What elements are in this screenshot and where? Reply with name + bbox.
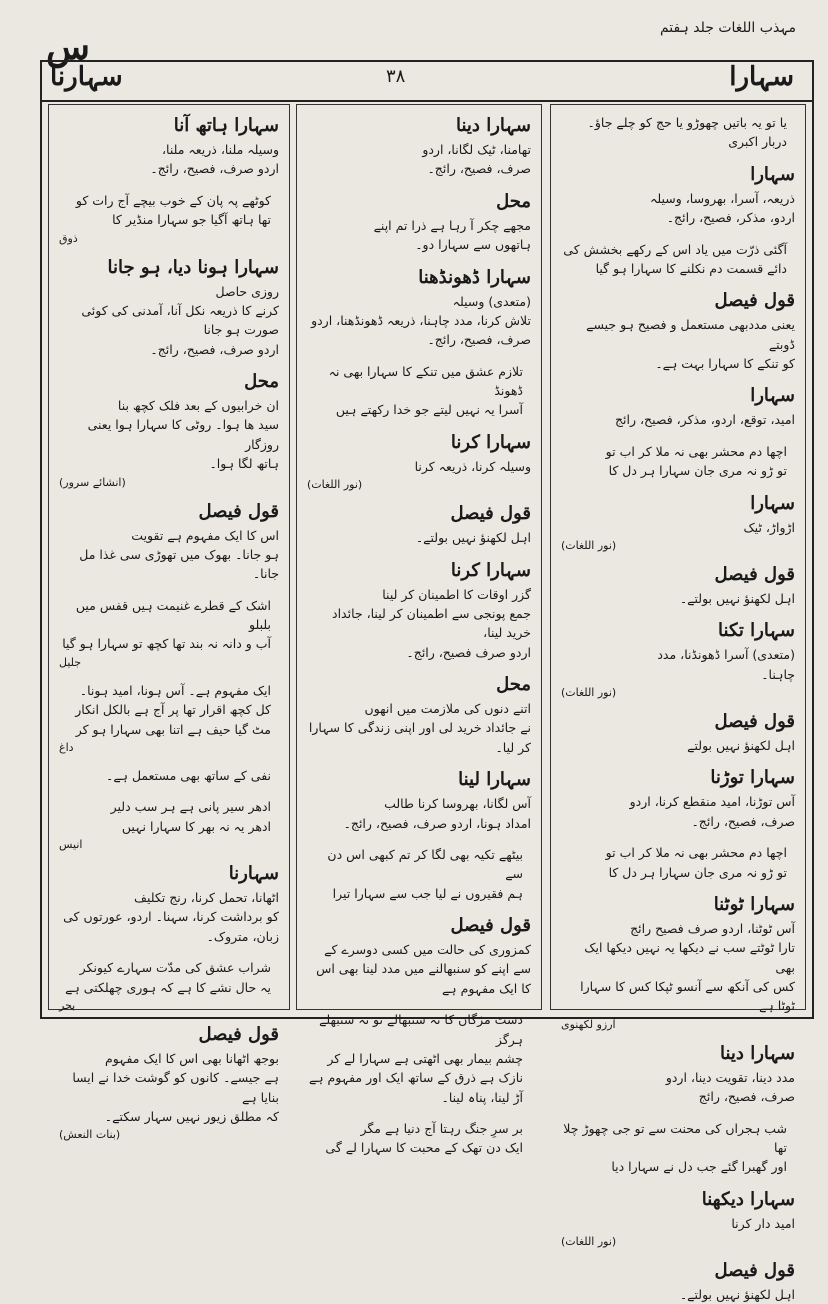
dictionary-entry	[561, 164, 795, 228]
entry-text-line: وسیلہ کرنا، ذریعہ کرنا	[414, 458, 531, 474]
entry-headword: محل	[496, 674, 531, 695]
dictionary-entry	[561, 240, 795, 279]
dictionary-entry	[561, 1189, 795, 1248]
entry-text-line: صرف، فصیح، رائج۔	[427, 161, 531, 177]
entry-text-line: ہاتھ لگا ہوا۔	[209, 456, 279, 472]
entry-source: جلیل	[59, 655, 82, 669]
entry-headword: سہارا دیکھنا	[701, 1188, 795, 1210]
entry-headword: سہارا	[750, 492, 795, 514]
entry-text-line: مدد دینا، تقویت دینا، اردو	[665, 1069, 795, 1085]
entry-text-line: امید، توقع، اردو، مذکر، فصیح، رائج	[614, 412, 795, 428]
dictionary-entry	[307, 560, 531, 663]
entry-headword: قول فیصل	[450, 915, 531, 936]
entry-text-line: سے اپنے کو سنبھالنے میں مدد لینا بھی اس کا ایک مفہوم ہے	[316, 961, 531, 996]
entry-text-line: امید دار کرنا	[731, 1215, 795, 1231]
entry-headword: سہارا لینا	[458, 769, 531, 791]
verse-line: اچھا دم محشر بھی نہ ملا کر اب تو	[605, 845, 787, 861]
dictionary-entry	[59, 257, 279, 360]
verse-line: یا تو یہ باتیں چھوڑو یا حج کو چلے جاؤ۔ دربار اکبری	[587, 115, 787, 150]
dictionary-entry	[561, 620, 795, 699]
dictionary-entry	[307, 432, 531, 491]
verse-line: تو ڑو نہ مری جان سہارا ہر دل کا	[608, 864, 787, 880]
verse-line: نازک ہے ذرق کے ساتھ ایک اور مفہوم ہے	[308, 1070, 523, 1086]
entry-headword: سہارا توڑنا	[710, 767, 795, 789]
entry-headword: سہارا	[750, 163, 795, 185]
dictionary-entry	[59, 115, 279, 179]
dictionary-entry	[561, 1260, 795, 1304]
dictionary-entry	[307, 1119, 531, 1158]
entry-headword: سہارا ٹوٹنا	[713, 893, 795, 915]
entry-text-line: اتنے دنوں کی ملازمت میں انھوں	[364, 701, 531, 716]
entry-headword: قول فیصل	[714, 563, 795, 585]
entry-text-line: ہاتھوں سے سہارا دو۔	[415, 237, 531, 253]
verse-line: شب ہجراں کی محنت سے تو جی چھوڑ چلا تھا	[563, 1120, 787, 1155]
entry-source: (انشائے سرور)	[59, 475, 126, 489]
dictionary-entry	[59, 371, 279, 489]
dictionary-entry	[307, 267, 531, 350]
entry-text-line: اہل لکھنؤ نہیں بولتے۔	[679, 1287, 795, 1302]
verse-line: ادھر سیر پانی ہے ہر سب دلیر	[110, 799, 271, 815]
entry-text-line: صرف، فصیح، رائج	[698, 1089, 795, 1105]
entry-text-line: جمع پونجی سے اطمینان کر لینا، جائداد خرید لینا،	[332, 605, 531, 641]
running-head-right: سہارا	[729, 62, 794, 92]
entry-text-line: ہو جانا۔ بھوک میں تھوڑی سی غذا مل جانا۔	[79, 546, 279, 582]
verse-line: دائے قسمت دم نکلنے کا سہارا ہو گیا	[595, 260, 787, 276]
dictionary-entry	[59, 1024, 279, 1142]
entry-text-line: کرنے کا ذریعہ نکل آنا، آمدنی کی کوئی صورت ہو جانا	[81, 302, 279, 338]
verse-line: نفی کے ساتھ بھی مستعمل ہے۔	[106, 767, 271, 783]
dictionary-entry	[307, 1010, 531, 1107]
entry-text-line: کو تنکے کا سہارا بہت ہے۔	[655, 356, 795, 371]
verse-line: آب و دانہ نہ بند تھا کچھ تو سہارا ہو گیا	[62, 636, 271, 652]
verse-line: دست مژگاں کا نہ سنبھالے تو نہ سنبھلے ہرگز	[319, 1012, 523, 1047]
entry-text-line: تارا ٹوٹتے سب نے دیکھا یہ نہیں دیکھا ایک بھی	[584, 940, 795, 975]
dictionary-entry	[59, 681, 279, 754]
entry-text-line: اردو، مذکر، فصیح، رائج۔	[666, 210, 795, 226]
verse-line: آڑ لینا، پناہ لینا۔	[441, 1089, 523, 1105]
dictionary-entry	[561, 113, 795, 152]
dictionary-entry	[307, 845, 531, 903]
entry-text-line: اردو صرف، فصیح، رائج۔	[150, 161, 279, 177]
entry-text-line: ہے جیسے۔ کانوں کو گوشت خدا نے ایسا بنایا ہے	[72, 1070, 279, 1105]
entry-text-line: بوجھ اٹھانا بھی اس کا ایک مفہوم	[104, 1050, 279, 1066]
dictionary-entry	[59, 191, 279, 245]
verse-line: اور گھبرا گئے جب دل نے سہارا دیا	[611, 1159, 787, 1175]
dictionary-entry	[561, 290, 795, 373]
entry-source: بحر	[59, 998, 76, 1012]
verse-line: تلازم عشق میں تنکے کا سہارا بھی نہ ڈھونڈ	[328, 363, 523, 398]
entry-text-line: اہل لکھنؤ نہیں بولتے۔	[679, 590, 795, 606]
entry-text-line: آس لگانا، بھروسا کرنا طالب	[384, 796, 531, 812]
running-head-left: سہارنا	[50, 62, 123, 92]
header-divider	[40, 100, 812, 102]
dictionary-entry	[561, 894, 795, 1031]
entry-text-line: صرف، فصیح، رائج۔	[427, 332, 531, 348]
entry-headword: سہارا ہاتھ آنا	[173, 115, 279, 136]
dictionary-entry	[561, 1043, 795, 1107]
dictionary-entry	[307, 674, 531, 757]
entry-text-line: آس توڑنا، امید منقطع کرنا، اردو	[629, 794, 795, 810]
entry-text-line: اہل لکھنؤ نہیں بولتے۔	[415, 530, 531, 546]
entry-text-line: اردو صرف، فصیح، رائج۔	[150, 341, 279, 357]
entry-text-line: ذریعہ، آسرا، بھروسا، وسیلہ	[650, 190, 795, 206]
entry-text-line: آس ٹوٹنا، اردو صرف فصیح رائج	[630, 920, 795, 936]
entry-headword: سہارا کرنا	[450, 559, 531, 581]
entry-headword: محل	[244, 371, 279, 392]
verse-line: یہ حال نشے کا ہے کہ ہوری چھلکتی ہے	[65, 979, 271, 995]
dictionary-entry	[59, 766, 279, 785]
entry-headword: قول فیصل	[198, 500, 279, 522]
entry-text-line: اس کا ایک مفہوم ہے تقویت	[131, 527, 279, 543]
verse-line: تھا ہاتھ آگیا جو سہارا منڈیر کا	[112, 212, 271, 228]
entry-text-line: (متعدی) وسیلہ	[452, 293, 531, 309]
entry-text-line: کہ مطلق زیور نہیں سہار سکتے۔	[104, 1109, 279, 1124]
entry-headword: سہارا ہونا دیا، ہو جانا	[107, 256, 279, 278]
dictionary-entry	[307, 115, 531, 179]
entry-text-line: گزر اوقات کا اطمینان کر لینا	[382, 586, 531, 602]
entry-text-line: تلاش کرنا، مدد چاہنا، ذریعہ ڈھونڈھنا، اردو	[311, 312, 531, 328]
entry-source: انیس	[59, 838, 83, 851]
entry-source: (بنات النعش)	[59, 1128, 121, 1142]
dictionary-entry	[59, 596, 279, 669]
entry-source: (نور اللغات)	[561, 686, 617, 699]
entry-text-line: تھامنا، ٹیک لگانا، اردو	[422, 142, 531, 157]
entry-headword: محل	[496, 190, 531, 212]
verse-line: ایک دن تھک کے محبت کا سہارا لے گی	[325, 1140, 523, 1156]
book-caption: مہذب اللغات جلد ہفتم	[659, 20, 796, 36]
entry-headword: سہارا کرنا	[450, 431, 531, 453]
verse-line: تو ڑو نہ مری جان سہارا ہر دل کا	[608, 463, 787, 479]
entry-headword: قول فیصل	[714, 1260, 795, 1281]
verse-line: کوٹھے پہ پان کے خوب بیچے آج رات کو	[75, 192, 271, 208]
dictionary-entry	[561, 564, 795, 608]
entry-headword: سہارا تکنا	[718, 620, 795, 642]
dictionary-entry	[561, 1119, 795, 1177]
entry-text-line: اڑواڑ، ٹیک	[743, 519, 795, 535]
entry-source: (نور اللغات)	[561, 538, 617, 552]
entry-text-line: صرف، فصیح، رائج۔	[691, 813, 795, 829]
dictionary-entry	[59, 958, 279, 1012]
entry-headword: سہارا دینا	[719, 1042, 795, 1064]
verse-line: ایک مفہوم ہے۔ آس ہونا، امید ہونا۔	[79, 682, 271, 698]
dictionary-entry	[59, 501, 279, 584]
entry-text-line: سید ھا ہوا۔ روٹی کا سہارا ہوا یعنی روزگار	[87, 417, 279, 452]
entry-source: (نور اللغات)	[307, 478, 363, 492]
verse-line: ہم فقیروں نے لیا جب سے سہارا تیرا	[332, 885, 523, 901]
entry-headword: قول فیصل	[714, 711, 795, 732]
entry-text-line: روزی حاصل	[215, 283, 279, 299]
verse-line: اچھا دم محشر بھی نہ ملا کر اب تو	[605, 443, 787, 459]
verse-line: شراب عشق کی مدّت سہارے کیونکر	[79, 960, 271, 976]
verse-line: کل کچھ اقرار تھا پر آج ہے بالکل انکار	[75, 702, 271, 718]
corner-letter: س	[46, 26, 90, 68]
dictionary-entry	[561, 843, 795, 882]
verse-line: آسرا یہ نہیں لیتے جو خدا رکھتے ہیں	[335, 402, 523, 418]
entry-headword: سہارا	[750, 385, 795, 407]
dictionary-entry	[561, 442, 795, 481]
dictionary-entry	[561, 711, 795, 755]
dictionary-entry	[561, 493, 795, 552]
verse-line: بیٹھے تکیہ بھی لگا کر تم کبھی اس دن سے	[327, 846, 523, 882]
dictionary-entry	[307, 915, 531, 998]
entry-text-line: اٹھانا، تحمل کرنا، رنج تکلیف	[134, 890, 279, 905]
entry-headword: قول فیصل	[450, 503, 531, 525]
entry-text-line: کو برداشت کرنا، سہنا۔ اردو، عورتوں کی	[63, 909, 279, 925]
dictionary-entry	[59, 863, 279, 946]
entry-text-line: وسیلہ ملنا، ذریعہ ملنا،	[162, 142, 279, 157]
column-right	[550, 104, 806, 1302]
entry-source: (نور اللغات)	[561, 1235, 617, 1248]
verse-line: بر سرِ جنگ رہتا آج دنیا ہے مگر	[360, 1121, 523, 1136]
entry-text-line: اہل لکھنؤ نہیں بولتے	[687, 738, 795, 753]
entry-headword: سہارا دینا	[455, 115, 531, 136]
entry-headword: قول فیصل	[714, 290, 795, 312]
dictionary-entry	[307, 769, 531, 833]
entry-headword: سہارنا	[228, 863, 279, 884]
verse-line: مٹ گیا حیف ہے اتنا بھی سہارا ہو کر	[75, 721, 271, 737]
dictionary-entry	[307, 191, 531, 255]
column-left	[48, 104, 290, 1142]
dictionary-entry	[561, 385, 795, 429]
entry-text-line: کمزوری کی حالت میں کسی دوسرے کے	[324, 942, 531, 957]
entry-source: ذوق	[59, 231, 78, 245]
verse-line: ادھر یہ نہ بھر کا سہارا نہیں	[121, 818, 271, 834]
verse-line: چشم بیمار بھی اٹھتی ہے سہارا لے کر	[327, 1050, 523, 1066]
dictionary-entry	[307, 503, 531, 547]
dictionary-entry	[307, 362, 531, 420]
entry-text-line: امداد ہونا، اردو صرف، فصیح، رائج۔	[343, 815, 531, 831]
entry-headword: سہارا ڈھونڈھنا	[418, 266, 531, 288]
dictionary-entry	[59, 797, 279, 851]
entry-text-line: (متعدی) آسرا ڈھونڈنا، مدد	[657, 647, 795, 663]
entry-text-line: کس کی آنکھ سے آنسو ٹپکا کس کا سہارا ٹوٹا ہے	[580, 979, 795, 1014]
column-middle	[296, 104, 542, 1156]
verse-line: اشک کے قطرے غنیمت ہیں قفس میں بلبلو	[75, 597, 271, 632]
entry-text-line: نے جائداد خرید لی اور اپنی زندگی کا سہارا کر لیا۔	[308, 720, 531, 755]
dictionary-entry	[561, 767, 795, 831]
entry-headword: قول فیصل	[198, 1023, 279, 1045]
entry-source: داغ	[59, 740, 74, 754]
verse-line: آگئی ذرّت میں یاد اس کے رکھے بخشش کی	[563, 241, 787, 257]
entry-source: آرزو لکھنوی	[561, 1017, 616, 1031]
page-number: ۳۸	[386, 66, 406, 87]
entry-text-line: زبان، متروک۔	[206, 928, 279, 944]
entry-text-line: یعنی مددبھی مستعمل و فصیح ہو جیسے ڈوبتے	[586, 317, 795, 352]
entry-text-line: مجھے چکر آ رہا ہے ذرا تم اپنے	[373, 217, 531, 233]
entry-text-line: چاہنا۔	[761, 666, 795, 682]
entry-text-line: ان خرابیوں کے بعد فلک کچھ بنا	[117, 398, 279, 413]
entry-text-line: اردو صرف فصیح، رائج۔	[406, 644, 531, 660]
